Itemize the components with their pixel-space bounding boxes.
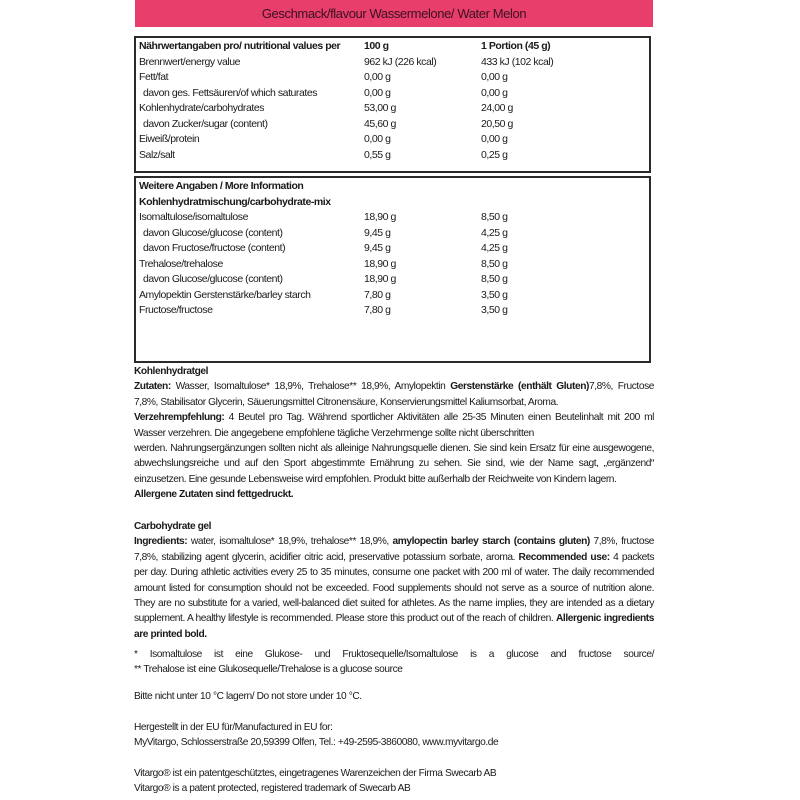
english-allergen-note: Allergenic ingredients are printed bold.: [134, 613, 654, 640]
row-per100: 9,45 g: [364, 242, 391, 254]
german-ingredients-text-1: Wasser, Isomaltulose* 18,9%, Trehalose** 18,9%, Amylopektin: [170, 381, 451, 393]
english-heading: Carbohydrate gel: [134, 521, 212, 532]
row-label: davon Glucose/glucose (content): [143, 273, 283, 285]
english-allergen: amylopectin barley starch (contains gluten): [392, 536, 590, 548]
row-label: Brennwert/energy value: [139, 55, 240, 68]
more-info-title: [136, 179, 649, 195]
row-label: davon ges. Fettsäuren/of which saturates: [143, 86, 318, 99]
row-portion: 0,00 g: [481, 133, 508, 145]
row-per100: 45,60 g: [364, 117, 396, 130]
row-portion: 3,50 g: [481, 304, 508, 316]
table-row: [136, 226, 649, 242]
row-portion: 4,25 g: [481, 242, 508, 254]
row-portion: 20,50 g: [481, 117, 513, 130]
row-per100: 18,90 g: [364, 273, 396, 285]
more-info-subtitle: [136, 195, 649, 211]
row-label: Eiweiß/protein: [139, 133, 200, 145]
table-row: [136, 257, 649, 273]
english-recommendation-label: Recommended use:: [518, 551, 610, 563]
flavour-banner: Geschmack/flavour Wassermelone/ Water Melon: [135, 0, 653, 27]
german-allergen-note: Allergene Zutaten sind fettgedruckt.: [134, 489, 294, 501]
header-label: Nährwertangaben pro/ nutritional values per: [139, 40, 341, 52]
english-ingredients: [134, 534, 654, 642]
table-row: [136, 288, 649, 304]
row-label: Isomaltulose/isomaltulose: [139, 211, 248, 223]
manufacturer-line-2: MyVitargo, Schlosserstraße 20,59399 Olfen, Tel.: +49-2595-3860080, www.myvitargo.de: [134, 737, 499, 749]
german-recommendation-label: Verzehrempfehlung:: [134, 412, 225, 424]
table-row: [136, 86, 649, 102]
nutrition-table-header: [136, 39, 649, 55]
table-row: [136, 132, 649, 148]
row-per100: 962 kJ (226 kcal): [364, 55, 437, 68]
trademark-line-1: Vitargo® ist ein patentgeschütztes, eingetragenes Warenzeichen der Firma Swecarb AB: [134, 768, 497, 779]
english-section: [134, 519, 654, 642]
header-portion: 1 Portion (45 g): [481, 40, 551, 52]
english-ingredients-label: Ingredients:: [134, 536, 188, 548]
more-info-table: [134, 176, 651, 363]
row-portion: 8,50 g: [481, 273, 508, 285]
row-portion: 4,25 g: [481, 226, 508, 239]
more-info-title-text: Weitere Angaben / More Information: [139, 180, 304, 192]
row-label: Kohlenhydrate/carbohydrates: [139, 102, 265, 114]
row-label: Amylopektin Gerstenstärke/barley starch: [139, 288, 311, 301]
german-recommendation-text: 4 Beutel pro Tag. Während sportlicher Aktivitäten alle 25-35 Minuten einen Beutelinhalt mit 200 ml Wasser verzehren. Die angegebene empfohlene tägliche Verzehrmenge sollte nicht überschritten: [134, 412, 654, 439]
row-portion: 3,50 g: [481, 288, 508, 301]
row-portion: 0,00 g: [481, 86, 508, 99]
nutrition-table: [134, 36, 651, 173]
row-per100: 0,55 g: [364, 148, 391, 161]
table-row: [136, 117, 649, 133]
more-info-subtitle-text: Kohlenhydratmischung/carbohydrate-mix: [139, 195, 331, 208]
row-per100: 18,90 g: [364, 257, 396, 270]
trademark-line-2: Vitargo® is a patent protected, registered trademark of Swecarb AB: [134, 783, 411, 795]
row-label: davon Glucose/glucose (content): [143, 226, 283, 239]
german-recommendation: [134, 410, 654, 441]
german-allergen: Gerstenstärke (enthält Gluten): [450, 381, 589, 393]
table-row: [136, 241, 649, 257]
row-per100: 9,45 g: [364, 226, 391, 239]
row-per100: 53,00 g: [364, 102, 396, 114]
row-label: Trehalose/trehalose: [139, 257, 223, 270]
row-label: davon Zucker/sugar (content): [143, 117, 268, 130]
row-label: Salz/salt: [139, 148, 175, 161]
manufacturer-info: [134, 720, 654, 751]
table-row: [136, 210, 649, 226]
german-section: [134, 364, 654, 503]
row-portion: 24,00 g: [481, 102, 513, 114]
german-heading: Kohlenhydratgel: [134, 366, 209, 377]
footnote-trehalose: ** Trehalose ist eine Glukosequelle/Trehalose is a glucose source: [134, 664, 403, 676]
row-label: davon Fructose/fructose (content): [143, 242, 286, 254]
table-row: [136, 55, 649, 71]
footnotes: [134, 647, 654, 678]
german-recommendation-cont: werden. Nahrungsergänzungen sollten nicht als alleinige Nahrungsquelle dienen. Sie sind kein Ersatz für eine ausgewogene, abwechslungsreiche und auf den Sport abgestimmte Ernährung zu sehen. Sie sind, wie der Name sagt, „ergänzend“ einzusetzen. Eine gesunde Lebensweise wird empfohlen. Produkt bitte außerhalb der Reichweite von Kindern lagern.: [134, 443, 654, 485]
table-row: [136, 101, 649, 117]
manufacturer-line-1: Hergestellt in der EU für/Manufactured in EU for:: [134, 722, 333, 733]
german-ingredients-label: Zutaten:: [134, 381, 171, 393]
table-row: [136, 148, 649, 164]
table-row: [136, 272, 649, 288]
german-ingredients: [134, 379, 654, 410]
row-portion: 0,25 g: [481, 148, 508, 161]
row-label: Fett/fat: [139, 71, 169, 83]
row-portion: 8,50 g: [481, 257, 508, 270]
german-ingredients-text-2: 7,8%, Fructose 7,8%, Stabilisator Glycerin, Säuerungsmittel Citronensäure, Konservierungsmittel Kaliumsorbat, Aroma.: [134, 381, 654, 408]
trademark-info: [134, 766, 654, 797]
row-per100: 7,80 g: [364, 304, 391, 316]
row-per100: 0,00 g: [364, 133, 391, 145]
english-recommendation-text: 4 packets per day. During athletic activities every 25 to 35 minutes, consume one packet with 200 ml of water. The daily recommended amount listed for consumption should not be exceeded. Food supplements should not serve as a source of nutrition alone. They are no substitute for a varied, well-balanced diet suited for athletes. As the name implies, they are intended as a dietary supplement. A healthy lifestyle is recommended. Please store this product out of the reach of children.: [134, 551, 654, 625]
row-portion: 0,00 g: [481, 71, 508, 83]
row-portion: 8,50 g: [481, 211, 508, 223]
english-ingredients-text-1: water, isomaltulose* 18,9%, trehalose** 18,9%,: [187, 536, 393, 548]
table-row: [136, 303, 649, 319]
header-per100: 100 g: [364, 40, 389, 52]
row-per100: 18,90 g: [364, 211, 396, 223]
footnote-isomaltulose: * Isomaltulose ist eine Glukose- und Fruktosequelle/Isomaltulose is a glucose and fructose source/: [134, 649, 654, 660]
row-per100: 0,00 g: [364, 86, 391, 99]
storage-note: Bitte nicht unter 10 °C lagern/ Do not store under 10 °C.: [134, 691, 362, 702]
english-ingredients-text-2: 7,8%, fructose 7,8%, stabilizing agent glycerin, acidifier citric acid, preservative potassium sorbate, aroma.: [134, 536, 654, 563]
row-label: Fructose/fructose: [139, 304, 213, 316]
row-per100: 0,00 g: [364, 71, 391, 83]
row-per100: 7,80 g: [364, 288, 391, 301]
row-portion: 433 kJ (102 kcal): [481, 55, 554, 68]
table-row: [136, 70, 649, 86]
